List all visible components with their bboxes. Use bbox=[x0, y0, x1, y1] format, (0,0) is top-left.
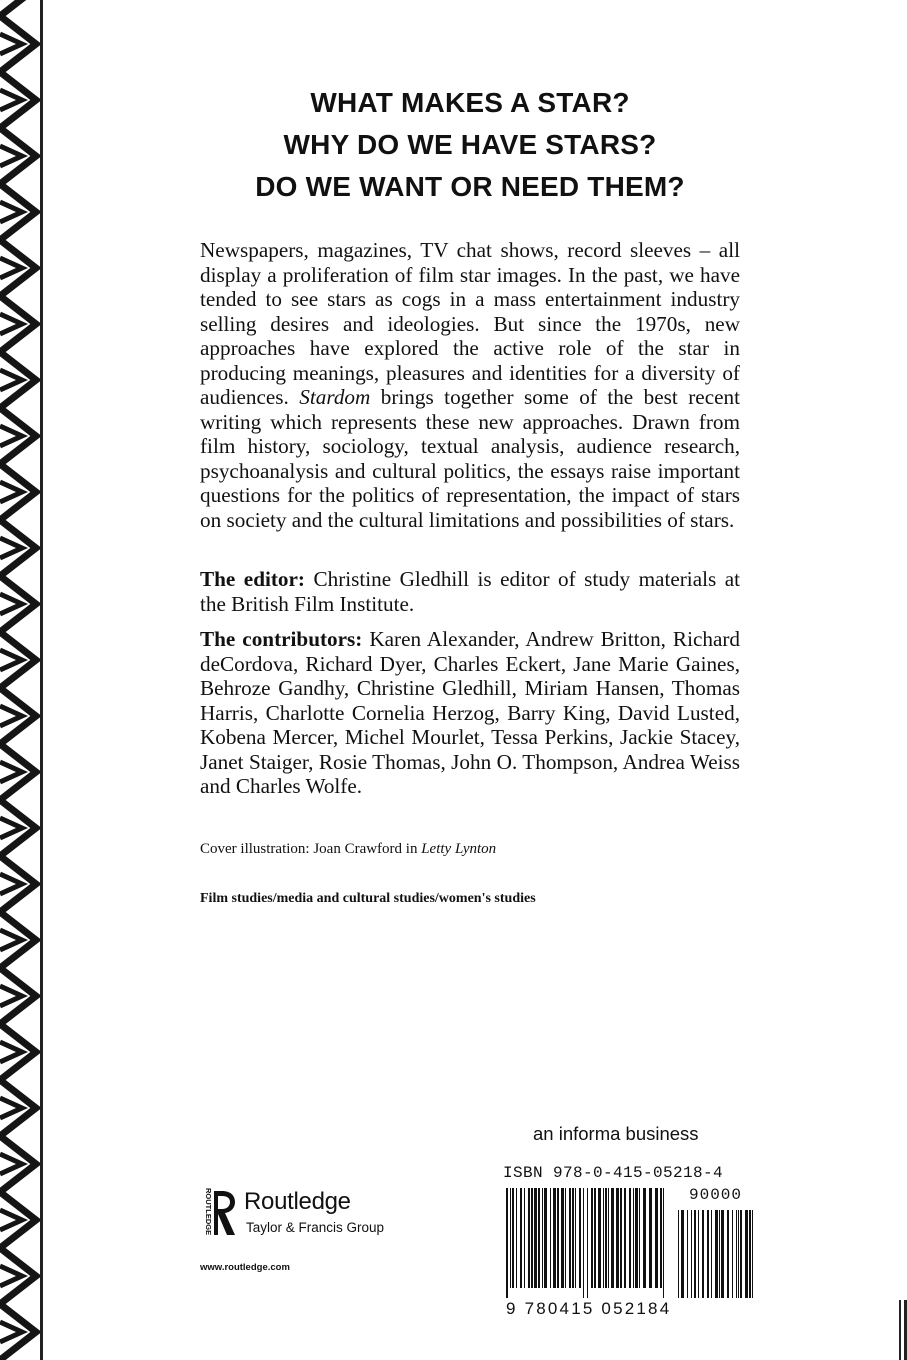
zigzag-edge-line bbox=[40, 0, 43, 1360]
zigzag-chevron bbox=[0, 314, 22, 334]
blurb-paragraph bbox=[200, 238, 740, 532]
barcode-bar bbox=[635, 1188, 638, 1288]
barcode-bar bbox=[698, 1210, 699, 1298]
barcode-bar bbox=[569, 1188, 571, 1288]
contributors-label: The contributors: bbox=[200, 627, 363, 651]
zigzag-chevron bbox=[0, 818, 22, 838]
barcode-bar bbox=[516, 1188, 517, 1288]
zigzag-chevron bbox=[0, 482, 22, 502]
headline-line: DO WE WANT OR NEED THEM? bbox=[255, 171, 685, 202]
isbn-barcode bbox=[500, 1188, 756, 1298]
zigzag-chevron bbox=[0, 34, 22, 54]
editor-label: The editor: bbox=[200, 567, 305, 591]
barcode-bar bbox=[510, 1188, 511, 1288]
headline-line: WHAT MAKES A STAR? bbox=[310, 87, 630, 118]
barcode-bar bbox=[649, 1188, 652, 1288]
zigzag-chevron bbox=[0, 538, 22, 558]
barcode-bar bbox=[740, 1210, 742, 1298]
barcode-bar bbox=[542, 1188, 543, 1288]
barcode-bar bbox=[587, 1188, 588, 1298]
barcode-bar bbox=[715, 1210, 718, 1298]
barcode-bar bbox=[565, 1188, 566, 1288]
contributors-text: Karen Alexander, Andrew Britton, Richard deCordova, Richard Dyer, Charles Eckert, Jane Marie Gaines, Behroze Gandhy, Christine Gledhill, Miriam Hansen, Thomas Harris, Charlotte Cornelia Herzog, Barry King, David Lusted, Kobena Mercer, Michel Mourlet, Tessa Perkins, Jackie Stacey, Janet Staiger, Rosie Thomas, John O. Thompson, Andrea Weiss and Charles Wolfe. bbox=[200, 627, 741, 798]
barcode-bar bbox=[721, 1210, 724, 1298]
cover-credit-prefix: Cover illustration: Joan Crawford in bbox=[200, 841, 418, 857]
barcode-bar bbox=[538, 1188, 540, 1288]
zigzag-chevron bbox=[0, 594, 22, 614]
barcode-bar bbox=[608, 1188, 609, 1288]
barcode-bar bbox=[616, 1188, 619, 1288]
zigzag-border-decoration bbox=[0, 0, 44, 1360]
barcode-bar bbox=[629, 1188, 631, 1288]
barcode-bar bbox=[745, 1210, 748, 1298]
barcode-bar bbox=[620, 1188, 622, 1288]
barcode-bar bbox=[575, 1188, 576, 1288]
barcode-bar bbox=[663, 1188, 664, 1298]
barcode-bar bbox=[711, 1210, 712, 1298]
blurb-part1: Newspapers, magazines, TV chat shows, record sleeves – all display a proliferation of film star images. In the past, we have tended to see stars as cogs in a mass entertainment industry selling desires and ideologies. But since the 1970s, new approaches have explored the active role of the star in producing meanings, pleasures and identities for a diversity of audiences. bbox=[200, 238, 740, 409]
barcode-bar bbox=[579, 1188, 581, 1288]
informa-tagline: an informa business bbox=[533, 1123, 699, 1144]
barcode-bar bbox=[544, 1188, 547, 1288]
barcode-bar bbox=[603, 1188, 604, 1288]
barcode-bar bbox=[591, 1188, 593, 1288]
publisher-website: www.routledge.com bbox=[200, 1262, 290, 1273]
barcode-bar bbox=[691, 1210, 692, 1298]
routledge-vertical-wordmark: ROUTLEDGE bbox=[204, 1188, 213, 1236]
zigzag-chevron bbox=[0, 1266, 22, 1286]
film-title: Letty Lynton bbox=[421, 841, 497, 857]
editor-text: Christine Gledhill is editor of study materials at the British Film Institute. bbox=[200, 567, 740, 616]
barcode-bar bbox=[611, 1188, 614, 1288]
zigzag-chevron bbox=[0, 986, 22, 1006]
barcode-bar bbox=[687, 1210, 688, 1298]
barcode-bar bbox=[678, 1210, 679, 1298]
zigzag-chevron bbox=[0, 1210, 22, 1230]
contributors-paragraph bbox=[200, 627, 740, 799]
right-edge-stripes bbox=[899, 1300, 907, 1360]
barcode-bar bbox=[655, 1188, 658, 1288]
publisher-name: Routledge bbox=[244, 1188, 351, 1215]
barcode-bar bbox=[583, 1188, 584, 1298]
barcode-bar bbox=[561, 1188, 564, 1288]
zigzag-chevron bbox=[0, 650, 22, 670]
barcode-bar bbox=[660, 1188, 662, 1288]
zigzag-chevron bbox=[0, 0, 36, 16]
barcode-bar bbox=[707, 1210, 709, 1298]
publisher-group: Taylor & Francis Group bbox=[246, 1220, 385, 1235]
zigzag-chevron bbox=[0, 1322, 22, 1342]
routledge-logo bbox=[200, 1186, 400, 1242]
barcode-bar bbox=[752, 1210, 753, 1298]
routledge-r-mark-icon bbox=[200, 1188, 238, 1238]
cover-illustration-credit bbox=[200, 841, 496, 858]
zigzag-chevron bbox=[0, 1042, 22, 1062]
headline-line: WHY DO WE HAVE STARS? bbox=[283, 129, 657, 160]
barcode-bar bbox=[557, 1188, 559, 1288]
barcode-bar bbox=[702, 1210, 704, 1298]
barcode-bar bbox=[736, 1210, 737, 1298]
isbn-label: ISBN 978-0-415-05218-4 bbox=[503, 1164, 724, 1182]
barcode-bar bbox=[528, 1188, 530, 1288]
price-code: 90000 bbox=[689, 1186, 743, 1204]
zigzag-chevron bbox=[0, 258, 22, 278]
barcode-bar bbox=[732, 1210, 733, 1298]
headline-questions bbox=[200, 82, 740, 208]
zigzag-chevron bbox=[0, 762, 22, 782]
barcode-bar bbox=[643, 1188, 646, 1288]
barcode-bar bbox=[524, 1188, 525, 1288]
barcode-bar bbox=[553, 1188, 556, 1288]
barcode-bar bbox=[506, 1188, 508, 1298]
barcode-bar bbox=[598, 1188, 601, 1288]
zigzag-chevron bbox=[0, 90, 22, 110]
barcode-bar bbox=[694, 1210, 696, 1298]
barcode-bar bbox=[594, 1188, 596, 1288]
barcode-bar bbox=[738, 1210, 739, 1298]
barcode-bar bbox=[534, 1188, 537, 1288]
zigzag-chevron bbox=[0, 370, 22, 390]
zigzag-chevron bbox=[0, 1098, 22, 1118]
zigzag-chevron bbox=[0, 1154, 22, 1174]
zigzag-chevron bbox=[0, 146, 22, 166]
barcode-bar bbox=[749, 1210, 751, 1298]
barcode-bar bbox=[639, 1188, 640, 1288]
zigzag-chevron bbox=[0, 706, 22, 726]
barcode-bar bbox=[681, 1210, 684, 1298]
barcode-bar bbox=[512, 1188, 514, 1288]
barcode-bar bbox=[520, 1188, 522, 1288]
barcode-bar bbox=[624, 1188, 626, 1288]
subject-categories: Film studies/media and cultural studies/women's studies bbox=[200, 891, 536, 906]
zigzag-chevron bbox=[0, 426, 22, 446]
zigzag-chevron bbox=[0, 930, 22, 950]
barcode-bar bbox=[605, 1188, 607, 1288]
zigzag-chevron bbox=[0, 202, 22, 222]
barcode-number: 9 780415 052184 bbox=[506, 1299, 672, 1318]
blurb-part2: brings together some of the best recent writing which represents these new approaches. Drawn from film history, sociology, textual analysis, audience research, psychoanalysis and cultural politics, the essays raise important questions for the politics of representation, the impact of stars on society and the cultural limitations and possibilities of stars. bbox=[200, 385, 740, 532]
barcode-bar bbox=[719, 1210, 720, 1298]
editor-paragraph bbox=[200, 567, 740, 616]
barcode-bar bbox=[550, 1188, 551, 1288]
zigzag-chevron bbox=[0, 874, 22, 894]
barcode-bar bbox=[727, 1210, 729, 1298]
barcode-bar bbox=[531, 1188, 533, 1288]
barcode-bar bbox=[572, 1188, 574, 1288]
book-title: Stardom bbox=[299, 385, 371, 409]
barcode-bar bbox=[633, 1188, 634, 1288]
